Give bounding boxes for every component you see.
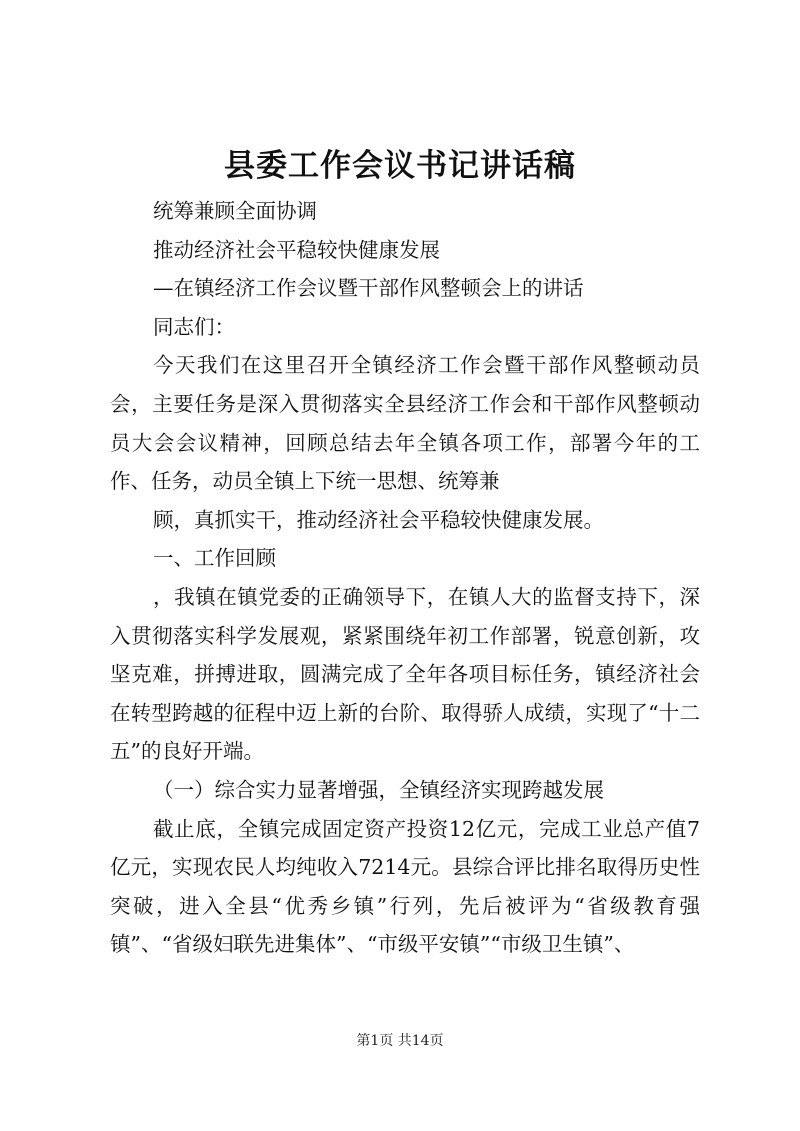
section-heading: 一、工作回顾 <box>153 546 277 571</box>
subsection-heading: （一）综合实力显著增强，全镇经济实现跨越发展 <box>153 777 605 802</box>
paragraph-intro-cont: 顾，真抓实干，推动经济社会平稳较快健康发展。 <box>153 507 605 532</box>
subtitle-line-3: —在镇经济工作会议暨干部作风整顿会上的讲话 <box>153 276 584 301</box>
subtitle-line-1: 统筹兼顾全面协调 <box>153 199 318 223</box>
paragraph-review: ，我镇在镇党委的正确领导下，在镇人大的监督支持下，深入贯彻落实科学发展观，紧紧围绕年初工作部署，锐意创新，攻坚克难，拼搏进取，圆满完成了全年各项目标任务，镇经济社会在转型跨越的征程中迈上新的台阶、取得骄人成绩，实现了“十二五”的良好开端。 <box>110 584 700 764</box>
document-body <box>110 192 700 964</box>
document-title: 县委工作会议书记讲话稿 <box>224 148 576 184</box>
paragraph-intro: 今天我们在这里召开全镇经济工作会暨干部作风整顿动员会，主要任务是深入贯彻落实全县经济工作会和干部作风整顿动员大会会议精神，回顾总结去年全镇各项工作，部署今年的工作、任务，动员全镇上下统一思想、统筹兼 <box>110 353 700 494</box>
paragraph-stats: 截止底，全镇完成固定资产投资12亿元，完成工业总产值7亿元，实现农民人均纯收入7214元。县综合评比排名取得历史性突破，进入全县“优秀乡镇”行列，先后被评为“省级教育强镇”、“省级妇联先进集体”、“市级平安镇”“市级卫生镇”、 <box>110 816 700 957</box>
page-footer: 第1页 共14页 <box>356 1033 444 1049</box>
subtitle-line-2: 推动经济社会平稳较快健康发展 <box>153 237 441 262</box>
salutation: 同志们： <box>153 314 236 339</box>
